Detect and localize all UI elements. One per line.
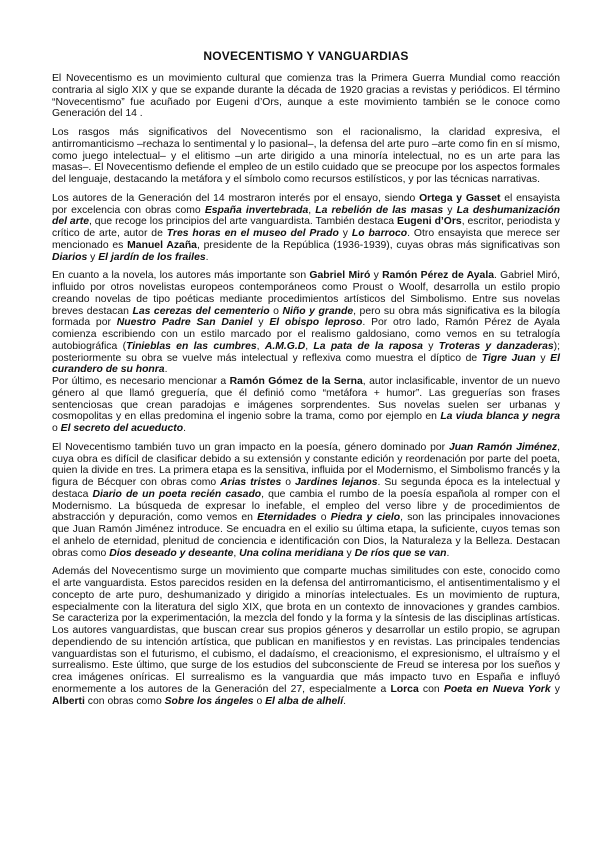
document-title: NOVECENTISMO Y VANGUARDIAS bbox=[203, 49, 409, 63]
paragraph-text: . Por otro lado, Ramón Pérez de Ayala comienza escribiendo con un estilo marcado por el realismo galdosiano, como vemos en su tetralogía autobiográfica ( bbox=[52, 317, 560, 352]
work-title: Tigre Juan bbox=[481, 352, 536, 364]
paragraph-text: . bbox=[183, 423, 186, 434]
paragraph-text: Además del Novecentismo surge un movimiento que comparte muchas similitudes con este, conocido como el arte vanguardista. Estos parecidos residen en la defensa del antirromanticismo, el antisentimentalismo y el concepto de arte puro, deshumanizado y dirigido a minorías intelectuales. Es un movimiento de ruptura, especialmente con la literatura del siglo XIX, que brota en un contexto de innovaciones y grandes cambios. Se caracteriza por la experimentación, la mezcla del fondo y la forma y la síntesis de las disciplinas artísticas. Los autores vanguardistas, que buscan crear sus propios géneros y desarrollar un estilo propio, se agrupan dependiendo de su intención artística, que publican en manifiestos y en revistas. Las principales tendencias vanguardistas son el futurismo, el cubismo, el dadaísmo, el creacionismo, el expresionismo, el ultraísmo y el surrealismo. Este último, que surge de los estudios del subconsciente de Freud se interesa por los sueños y crea imágenes oníricas. El surrealismo es la vanguardia que más impacto tuvo en España e influyó enormemente a los autores de la Generación del 27, especialmente a bbox=[52, 566, 560, 695]
paragraph-text: , son las principales innovaciones que Juan Ramón Jiménez introduce. Se encuadra en el exilio su última etapa, la suficiente, cuyos temas son el anhelo de eternidad, plenitud de conciencia e identificación con Dios, la Naturaleza y la Belleza. Destacan obras como bbox=[52, 512, 560, 559]
paragraph-1 bbox=[52, 73, 560, 120]
work-title: Piedra y cielo bbox=[330, 512, 401, 524]
paragraph-text: o bbox=[316, 512, 331, 524]
paragraph-4 bbox=[52, 270, 560, 376]
author-name: Ortega y Gasset bbox=[419, 192, 501, 204]
paragraph-text: . bbox=[446, 547, 450, 559]
paragraph-text: , que cambia el rumbo de la poesía española al romper con el Modernismo. La búsqueda de expresar lo inefable, el empleo del verso libre y de procedimientos de abstracción y depuración, como vemos en bbox=[52, 488, 560, 524]
work-title: Nuestro Padre San Daniel bbox=[116, 317, 253, 329]
paragraph-text: con bbox=[418, 683, 444, 695]
paragraph-text: El Novecentismo también tuvo un gran impacto en la poesía, género dominado por bbox=[52, 441, 449, 453]
work-title: Niño y grande bbox=[282, 305, 354, 317]
paragraph-text: , escritor, periodista y crítico de arte, autor de bbox=[52, 216, 560, 239]
paragraph-text: , autor inclasificable, inventor de un nuevo género al que llamó greguería, que él definió como “metáfora + humor”. Las greguerías son frases sentenciosas que crean paradojas e imágenes sorprendentes. Sus novelas suelen ser urbanas y cosmopolitas y en ellas predomina el ingenio sobre la trama, como por ejemplo en bbox=[52, 376, 560, 423]
work-title: Sobre los ángeles bbox=[164, 695, 254, 707]
work-title: La rebelión de las masas bbox=[315, 204, 444, 216]
work-title: España invertebrada bbox=[204, 204, 309, 216]
work-title: La viuda blanca y negra bbox=[440, 411, 560, 423]
paragraph-text: o bbox=[52, 423, 61, 434]
work-title: Troteras y danzaderas bbox=[438, 340, 554, 352]
work-title: Tinieblas en las cumbres bbox=[126, 340, 257, 352]
paragraph-text: . Otro ensayista que merece ser mencionado es bbox=[52, 228, 560, 251]
paragraph-text: , bbox=[233, 547, 240, 559]
work-title: El curandero de su honra bbox=[52, 352, 560, 376]
paragraph-2 bbox=[52, 127, 560, 186]
paragraph-text: En cuanto a la novela, los autores más importante son bbox=[52, 270, 310, 282]
paragraph-text: y bbox=[370, 270, 383, 282]
author-name: Eugeni d’Ors bbox=[397, 216, 462, 228]
work-title: Diario de un poeta recién casado bbox=[92, 488, 262, 500]
author-name: Alberti bbox=[52, 695, 85, 707]
author-name: Manuel Azaña bbox=[127, 239, 197, 251]
paragraph-text: . bbox=[164, 364, 168, 376]
work-title: Juan Ramón Jiménez bbox=[448, 441, 558, 453]
work-title: Diarios bbox=[52, 251, 88, 263]
paragraph-text: y bbox=[338, 228, 352, 239]
paragraph-text: y bbox=[422, 340, 439, 352]
author-name: Ramón Pérez de Ayala bbox=[382, 270, 494, 282]
work-title: El alba de alhelí bbox=[265, 695, 344, 707]
paragraph-text: ); posteriormente su obra se vuelve más intelectual y reflexiva como muestra el díptico de bbox=[52, 340, 560, 364]
paragraph-6 bbox=[52, 442, 560, 560]
paragraph-text: y bbox=[550, 683, 560, 695]
work-title: Dios deseado y deseante bbox=[109, 547, 234, 559]
work-title: Eternidades bbox=[257, 512, 317, 524]
paragraph-text: . Gabriel Miró, influido por otros novelistas europeos contemporáneos como Proust o Woolf, desarrolla un estilo propio creando novelas de tipo poéticas mediante procedimientos artísticos del Simbolismo. Entre sus novelas breves destacan bbox=[52, 270, 561, 317]
work-title: Jardines lejanos bbox=[294, 477, 378, 488]
paragraph-text: y bbox=[535, 352, 551, 364]
paragraph-text: El Novecentismo es un movimiento cultural que comienza tras la Primera Guerra Mundial como reacción contraria al siglo XIX y que se expande durante la década de 1920 gracias a revistas y periódicos. El término “Novecentismo” fue acuñado por Eugeni d’Ors, aunque a este movimiento también se le conoce como Generación del 14 . bbox=[52, 73, 560, 120]
work-title: El jardín de los frailes bbox=[98, 251, 206, 263]
paragraph-text: Los autores de la Generación del 14 mostraron interés por el ensayo, siendo bbox=[52, 192, 420, 204]
paragraph-text: , pero su obra más significativa es la bilogía formada por bbox=[52, 305, 560, 329]
work-title: La deshumanización del arte bbox=[52, 204, 561, 228]
paragraph-text: y bbox=[443, 204, 457, 216]
author-name: Lorca bbox=[390, 683, 419, 695]
paragraph-text: , cuya obra es difícil de clasificar debido a su extensión y constante edición y reordenación por parte del poeta, quien la divide en tres. La primera etapa es la sensitiva, influida por el Modernismo, el Simbolismo francés y la figura de Bécquer con obras como bbox=[52, 441, 560, 488]
paragraph-text: y bbox=[343, 547, 355, 559]
paragraph-text: Los rasgos más significativos del Novecentismo son el racionalismo, la claridad expresiva, el antirromanticismo –rechaza lo sentimental y lo pasional–, la defensa del arte puro –arte como fin en sí mismo, como juego intelectual– y el elitismo –un arte dirigido a una minoría intelectual, no es un arte para las masas–. El Novecentismo defiende el empleo de un estilo cuidado que se preocupe por los aspectos formales del lenguaje, destacando la metáfora y el símbolo como recursos estilísticos, y por las técnicas narrativas. bbox=[52, 127, 560, 185]
work-title: La pata de la raposa bbox=[313, 340, 423, 352]
author-name: Ramón Gómez de la Serna bbox=[229, 376, 363, 387]
paragraph-7 bbox=[52, 566, 560, 707]
author-name: Gabriel Miró bbox=[309, 270, 371, 282]
paragraph-text: . bbox=[343, 695, 346, 707]
paragraph-text: o bbox=[281, 477, 295, 488]
paragraph-5 bbox=[52, 376, 560, 435]
paragraph-3 bbox=[52, 193, 560, 264]
paragraph-text: Por último, es necesario mencionar a bbox=[52, 376, 230, 387]
paragraph-text: . Su segunda época es la intelectual y destaca bbox=[52, 477, 560, 500]
paragraph-text: o bbox=[253, 695, 266, 707]
paragraph-text: , bbox=[256, 340, 265, 352]
work-title: Poeta en Nueva York bbox=[443, 683, 551, 695]
work-title: El secreto del acueducto bbox=[60, 423, 184, 434]
paragraph-text: , presidente de la República (1936-1939), cuyas obras más significativas son bbox=[196, 239, 560, 251]
work-title: Lo barroco bbox=[351, 228, 408, 239]
paragraph-text: , que recoge los principios del arte vanguardista. También destaca bbox=[89, 216, 398, 228]
paragraph-text: el ensayista por excelencia con obras como bbox=[52, 192, 560, 216]
work-title: Una colina meridiana bbox=[239, 547, 344, 559]
paragraph-text: . bbox=[205, 251, 209, 263]
work-title: Arias tristes bbox=[220, 477, 282, 488]
paragraph-text: o bbox=[269, 305, 283, 317]
work-title: A.M.G.D bbox=[264, 340, 306, 352]
paragraph-text: y bbox=[87, 251, 99, 263]
paragraph-text: , bbox=[308, 204, 316, 216]
paragraph-text: y bbox=[252, 317, 270, 329]
paragraph-text: , bbox=[305, 340, 314, 352]
work-title: De ríos que se van bbox=[354, 547, 447, 559]
document-body bbox=[52, 73, 560, 707]
work-title: El obispo leproso bbox=[269, 317, 363, 329]
work-title: Tres horas en el museo del Prado bbox=[166, 228, 339, 239]
paragraph-text: con obras como bbox=[84, 695, 165, 707]
work-title: Las cerezas del cementerio bbox=[132, 305, 270, 317]
